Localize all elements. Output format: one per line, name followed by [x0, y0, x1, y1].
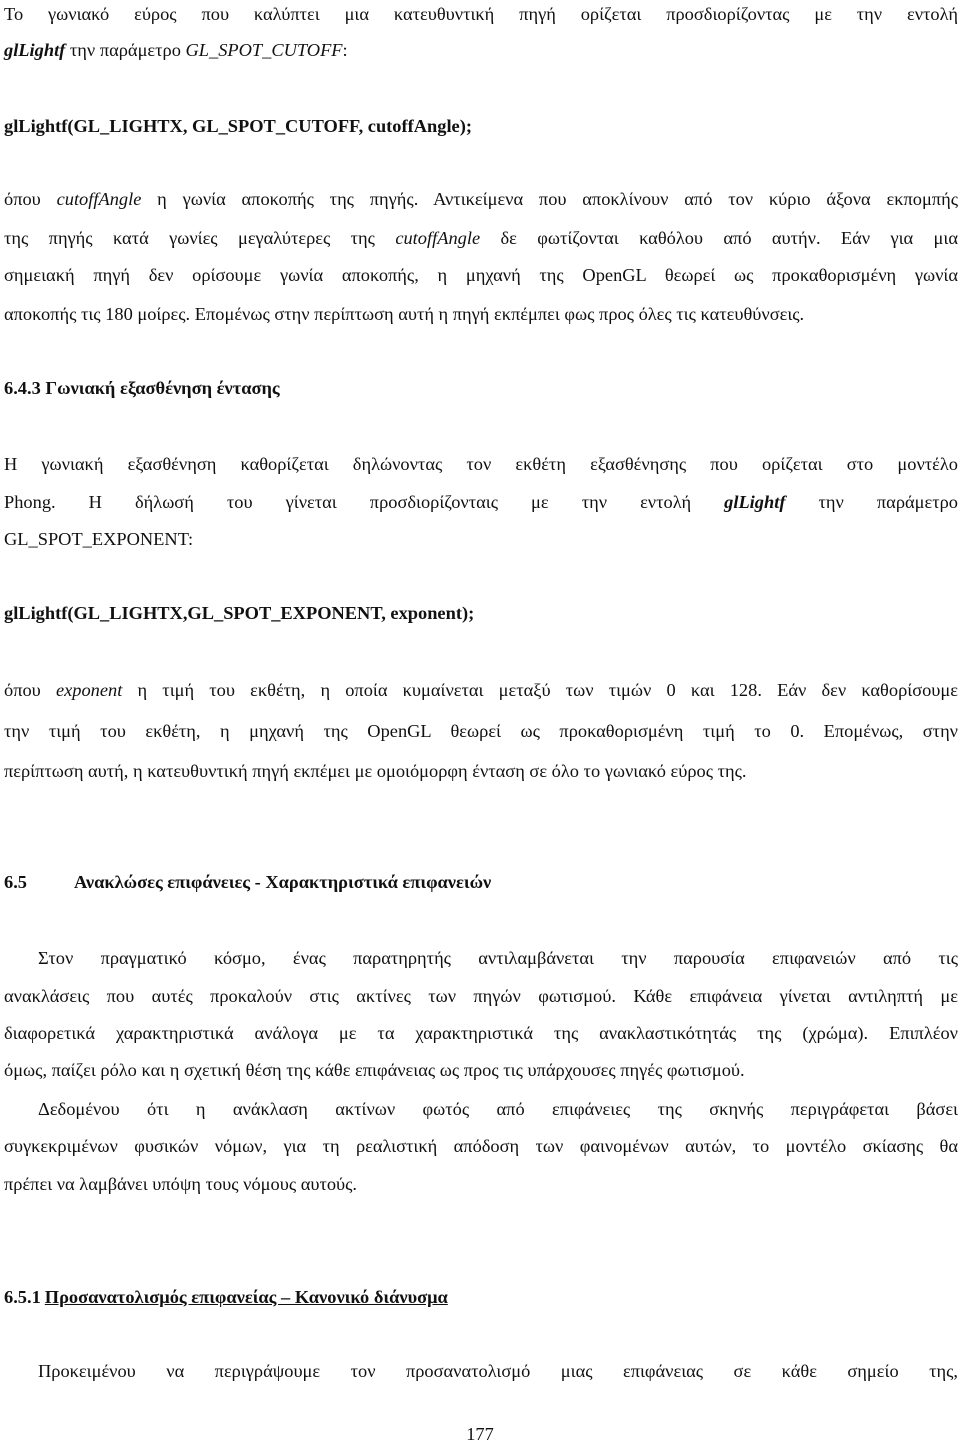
paragraph-line: GL_SPOT_EXPONENT:: [4, 529, 194, 549]
text: η τιμή του εκθέτη, η οποία κυμαίνεται μεταξύ των τιμών 0 και 128. Εάν δεν καθορίσουμε: [122, 680, 958, 700]
variable-name: cutoffAngle: [395, 228, 481, 248]
text: Το γωνιακό εύρος που καλύπτει μια κατευθυντική πηγή ορίζεται προσδιορίζοντας με την εντολή: [4, 4, 958, 24]
paragraph-line: Προκειμένου να περιγράψουμε τον προσανατολισμό μιας επιφάνειας σε κάθε σημείο της,: [38, 1361, 958, 1381]
command-name: glLightf: [724, 492, 786, 512]
paragraph-line: πρέπει να λαμβάνει υπόψη τους νόμους αυτούς.: [4, 1174, 358, 1194]
paragraph-line: αποκοπής τις 180 μοίρες. Επομένως στην περίπτωση αυτή η πηγή εκπέμπει φως προς όλες τις κατευθύνσεις.: [4, 304, 805, 324]
section-heading: [4, 870, 958, 894]
text: όπου: [4, 189, 57, 209]
paragraph-line: [4, 187, 958, 211]
command-name: glLightf: [4, 40, 66, 60]
paragraph-line: όμως, παίζει ρόλο και η σχετική θέση της κάθε επιφάνειας ως προς τις υπάρχουσες πηγές φωτισμού.: [4, 1060, 745, 1080]
paragraph-line: [4, 490, 958, 514]
code-line: glLightf(GL_LIGHTX, GL_SPOT_CUTOFF, cutoffAngle);: [4, 116, 472, 136]
text: Phong. Η δήλωσή του γίνεται προσδιορίζονταις με την εντολή: [4, 492, 725, 512]
section-title: Ανακλώσες επιφάνειες - Χαρακτηριστικά επιφανειών: [74, 872, 492, 892]
text: όπου: [4, 680, 56, 700]
paragraph-line: ανακλάσεις που αυτές προκαλούν στις ακτίνες των πηγών φωτισμού. Κάθε επιφάνεια γίνεται αντιληπτή με: [4, 986, 958, 1006]
paragraph-line: Δεδομένου ότι η ανάκλαση ακτίνων φωτός από επιφάνειες της σκηνής περιγράφεται βάσει: [38, 1099, 958, 1119]
text: δε φωτίζονται καθόλου από αυτήν. Εάν για μια: [480, 228, 958, 248]
paragraph-line: περίπτωση αυτή, η κατευθυντική πηγή εκπέμει με ομοιόμορφη ένταση σε όλο το γωνιακό εύρος της.: [4, 761, 747, 781]
paragraph-line: διαφορετικά χαρακτηριστικά ανάλογα με τα χαρακτηριστικά της ανακλαστικότητάς της (χρώμα). Επιπλέον: [4, 1023, 958, 1043]
text: την παράμετρο: [785, 492, 958, 512]
code-line: glLightf(GL_LIGHTX,GL_SPOT_EXPONENT, exponent);: [4, 603, 475, 623]
section-number: 6.5: [4, 872, 27, 892]
paragraph-line: Η γωνιακή εξασθένηση καθορίζεται δηλώνοντας τον εκθέτη εξασθένησης που ορίζεται στο μοντέλο: [4, 454, 958, 474]
paragraph-line: την τιμή του εκθέτη, η μηχανή της OpenGL θεωρεί ως προκαθορισμένη τιμή το 0. Επομένως, στην: [4, 721, 958, 741]
section-heading: 6.4.3 Γωνιακή εξασθένηση έντασης: [4, 378, 280, 398]
paragraph-line: συγκεκριμένων φυσικών νόμων, για τη ρεαλιστική απόδοση των φαινομένων αυτών, το μοντέλο σκίασης θα: [4, 1136, 958, 1156]
section-title: Προσανατολισμός επιφανείας – Κανονικό διάνυσμα: [44, 1287, 448, 1307]
paragraph-line: [4, 226, 958, 250]
text: :: [342, 40, 348, 60]
paragraph-line: σημειακή πηγή δεν ορίσουμε γωνία αποκοπής, η μηχανή της OpenGL θεωρεί ως προκαθορισμένη γωνία: [4, 265, 958, 285]
text: της πηγής κατά γωνίες μεγαλύτερες της: [4, 228, 396, 248]
section-heading: [4, 1285, 958, 1309]
paragraph-line: [4, 38, 958, 62]
paragraph-line: Στον πραγματικό κόσμο, ένας παρατηρητής αντιλαμβάνεται την παρουσία επιφανειών από τις: [38, 948, 958, 968]
text: η γωνία αποκοπής της πηγής. Αντικείμενα που αποκλίνουν από τον κύριο άξονα εκπομπής: [141, 189, 958, 209]
variable-name: exponent: [55, 680, 123, 700]
section-number: 6.5.1: [4, 1287, 41, 1307]
text: την παράμετρο: [65, 40, 186, 60]
variable-name: cutoffAngle: [56, 189, 142, 209]
page-number: 177: [466, 1424, 494, 1444]
parameter-name: GL_SPOT_CUTOFF: [185, 40, 343, 60]
paragraph-line: [4, 2, 958, 26]
paragraph-line: [4, 678, 958, 702]
